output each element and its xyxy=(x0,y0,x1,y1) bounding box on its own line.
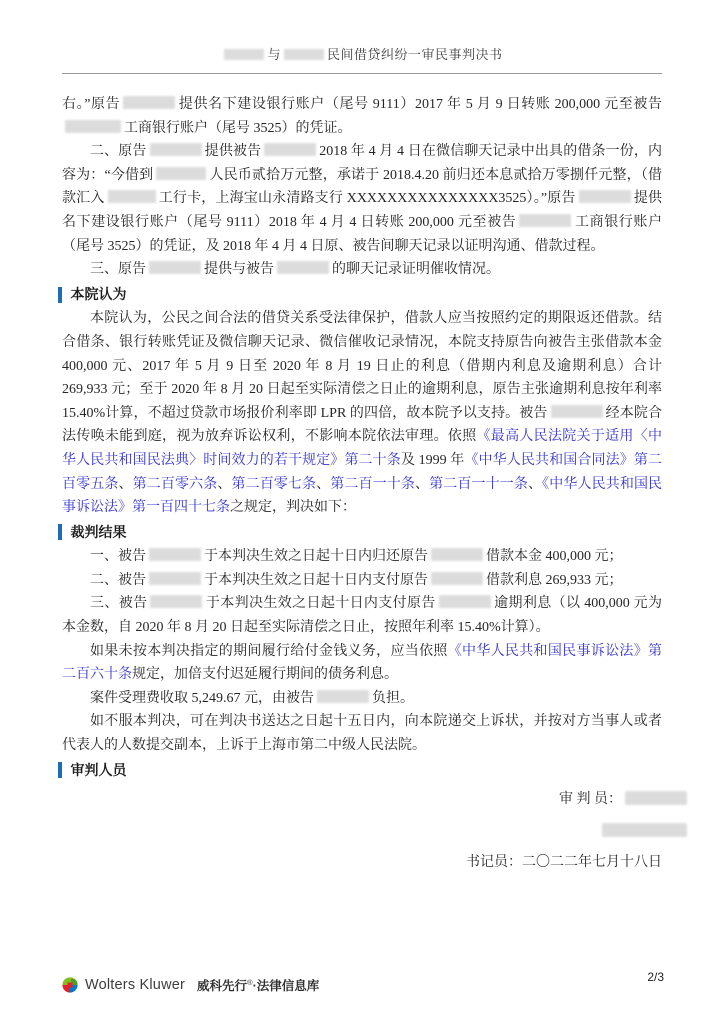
document-header xyxy=(0,0,724,74)
text-run: 借款利息 269,933 元； xyxy=(486,572,623,588)
section-bar-icon xyxy=(58,287,62,303)
section-heading xyxy=(62,521,662,545)
text-run: 的聊天记录证明催收情况。 xyxy=(332,262,500,278)
registered-mark: ® xyxy=(247,977,253,987)
document-footer xyxy=(62,970,664,994)
section-heading xyxy=(62,283,662,307)
redacted-text xyxy=(123,96,175,109)
signature-line xyxy=(62,784,690,816)
text-run: 于本判决生效之日起十日内支付原告 xyxy=(204,572,428,588)
section-heading xyxy=(62,759,662,783)
statute-link[interactable]: 第二百零七条 xyxy=(231,476,317,492)
statute-link[interactable]: 《中华人民共和国民事诉讼法》第二百六十条 xyxy=(62,643,663,683)
text-run: 逾期利息（以 400,000 元为本金数，自 2020 年 8 月 20 日起至实际清偿之日止，按照年利率 15.40%计算）。 xyxy=(62,596,663,636)
text-run: 工商银行账户（尾号 3525）的凭证。 xyxy=(124,120,352,136)
text-run: 提供被告 xyxy=(204,144,262,160)
text-run: 二、被告 xyxy=(90,572,146,588)
redacted-text xyxy=(431,572,483,585)
text-run: 、 xyxy=(415,476,430,492)
statute-link[interactable]: 第二百一十一条 xyxy=(429,476,528,492)
redacted-text xyxy=(149,548,201,561)
redacted-text xyxy=(431,548,483,561)
text-run: 借款本金 400,000 元； xyxy=(486,549,623,565)
redacted-text xyxy=(150,143,202,156)
text-run: 、 xyxy=(217,476,232,492)
redacted-text xyxy=(519,214,571,227)
paragraph xyxy=(62,140,662,258)
text-run: 与 xyxy=(267,47,281,62)
redacted-text xyxy=(551,405,603,418)
paragraph xyxy=(62,687,662,711)
paragraph xyxy=(62,592,662,639)
text-run: 提供名下建设银行账户（尾号 9111）2017 年 5 月 9 日转账 200,000 元至被告 xyxy=(178,97,662,112)
signature-line xyxy=(62,847,662,879)
redacted-text xyxy=(149,261,201,274)
section-title: 裁判结果 xyxy=(70,523,127,540)
redacted-text xyxy=(277,261,329,274)
section-title: 本院认为 xyxy=(70,285,127,302)
text-run: 、 xyxy=(118,476,133,492)
section-bar-icon xyxy=(58,524,62,540)
section-bar-icon xyxy=(58,762,62,778)
redacted-text xyxy=(156,167,206,180)
statute-link[interactable]: 第二百一十条 xyxy=(330,476,416,492)
text-run: 如果未按本判决指定的期间履行给付金钱义务，应当依照 xyxy=(90,643,448,659)
text-run: 右。”原告 xyxy=(62,97,121,112)
redacted-text xyxy=(150,595,202,608)
signature-block xyxy=(62,784,662,879)
document-body xyxy=(0,74,724,879)
text-run: 书记员：二〇二二年七月十八日 xyxy=(466,855,662,871)
paragraph xyxy=(62,640,662,687)
section-title: 审判人员 xyxy=(70,761,127,778)
text-run: 人民币贰拾万元整，承诺于 2018.4.20 前归还本息贰拾万零捌仟元整，（借款汇入 xyxy=(62,167,662,207)
paragraph xyxy=(62,545,662,569)
text-run: 、 xyxy=(527,476,543,492)
text-run: 如不服本判决，可在判决书送达之日起十五日内，向本院递交上诉状，并按对方当事人或者代表人的人数提交副本，上诉于上海市第二中级人民法院。 xyxy=(62,714,662,754)
paragraph xyxy=(62,93,662,140)
text-run: 、 xyxy=(316,476,331,492)
product-title: 威科先行 xyxy=(197,979,248,993)
text-run: 民间借贷纠纷一审民事判决书 xyxy=(327,47,503,62)
redacted-text xyxy=(625,791,687,805)
text-run: 案件受理费收取 5,249.67 元，由被告 xyxy=(90,690,314,706)
redacted-text xyxy=(579,190,631,203)
text-run: 工行卡，上海宝山永清路支行 XXXXXXXXXXXXXXX3525）。”原告 xyxy=(158,191,576,207)
redacted-text xyxy=(149,572,201,585)
text-run: 规定，加倍支付迟延履行期间的债务利息。 xyxy=(132,667,398,683)
text-run: 及 1999 年 xyxy=(400,452,465,468)
text-run: 负担。 xyxy=(372,690,414,706)
paragraph xyxy=(62,710,662,757)
paragraph xyxy=(62,569,662,593)
text-run: 一、被告 xyxy=(90,549,146,565)
statute-link[interactable]: 《最高人民法院关于适用〈中华人民共和国民法典〉时间效力的若干规定》第二十条 xyxy=(62,429,663,468)
document-title xyxy=(62,46,662,64)
text-run: 提供名下建设银行账户（尾号 9111）2018 年 4 月 4 日转账 200,000 元至被告 xyxy=(62,191,663,230)
wolters-kluwer-logo-icon xyxy=(62,977,78,993)
redacted-text xyxy=(284,49,324,60)
page-indicator: 2/3 xyxy=(647,970,664,984)
redacted-text xyxy=(224,49,264,60)
text-run: 三、原告 xyxy=(90,262,146,278)
product-tagline: ·法律信息库 xyxy=(252,979,320,993)
paragraph xyxy=(62,307,662,519)
redacted-text xyxy=(439,595,491,608)
text-run: 二、原告 xyxy=(90,144,147,160)
text-run: 之规定，判决如下： xyxy=(230,500,356,516)
text-run: 于本判决生效之日起十日内归还原告 xyxy=(204,549,428,565)
text-run: 审 判 员： xyxy=(559,792,622,808)
product-name xyxy=(197,976,319,994)
redacted-text xyxy=(602,823,687,837)
footer-brand xyxy=(62,976,319,994)
statute-link[interactable]: 《中华人民共和国合同法》第二百零五条 xyxy=(62,452,663,492)
text-run: 2018 年 4 月 4 日在微信聊天记录中出具的借条一份，内容为：“今借到 xyxy=(62,144,663,183)
paragraph xyxy=(62,258,662,282)
text-run: 工商银行账户（尾号 3525）的凭证，及 2018 年 4 月 4 日原、被告间聊天记录以证明沟通、借款过程。 xyxy=(62,214,662,254)
text-run: 提供与被告 xyxy=(204,262,274,278)
redacted-text xyxy=(317,690,369,703)
redacted-text xyxy=(65,120,121,133)
text-run: 本院认为，公民之间合法的借贷关系受法律保护，借款人应当按照约定的期限返还借款。结合借条、银行转账凭证及微信聊天记录、微信催收记录情况，本院支持原告向被告主张借款本金 400,000 元、2017 年 5 月 9 日至 2020 年 8 月 19 日止的利息（借期内利息及逾期利息）合计 269,933 元；至于 2020 年 8 月 20 日起至实际清偿之日止的逾期利息，原告主张逾期利息按年利率 15.40%计算，不超过贷款市场报价利率即 LPR 的四倍，故本院予以支持。被告 xyxy=(62,311,662,421)
statute-link[interactable]: 第二百零六条 xyxy=(132,476,218,492)
redacted-text xyxy=(108,190,156,203)
text-run: 经本院合法传唤未能到庭，视为放弃诉讼权利，不影响本院依法审理。依照 xyxy=(62,405,662,445)
signature-line xyxy=(62,816,690,848)
statute-link[interactable]: 《中华人民共和国民事诉讼法》第一百四十七条 xyxy=(62,476,663,516)
redacted-text xyxy=(264,143,316,156)
brand-name: Wolters Kluwer xyxy=(85,977,186,993)
text-run: 三、被告 xyxy=(90,596,148,612)
text-run: 于本判决生效之日起十日内支付原告 xyxy=(205,596,436,612)
